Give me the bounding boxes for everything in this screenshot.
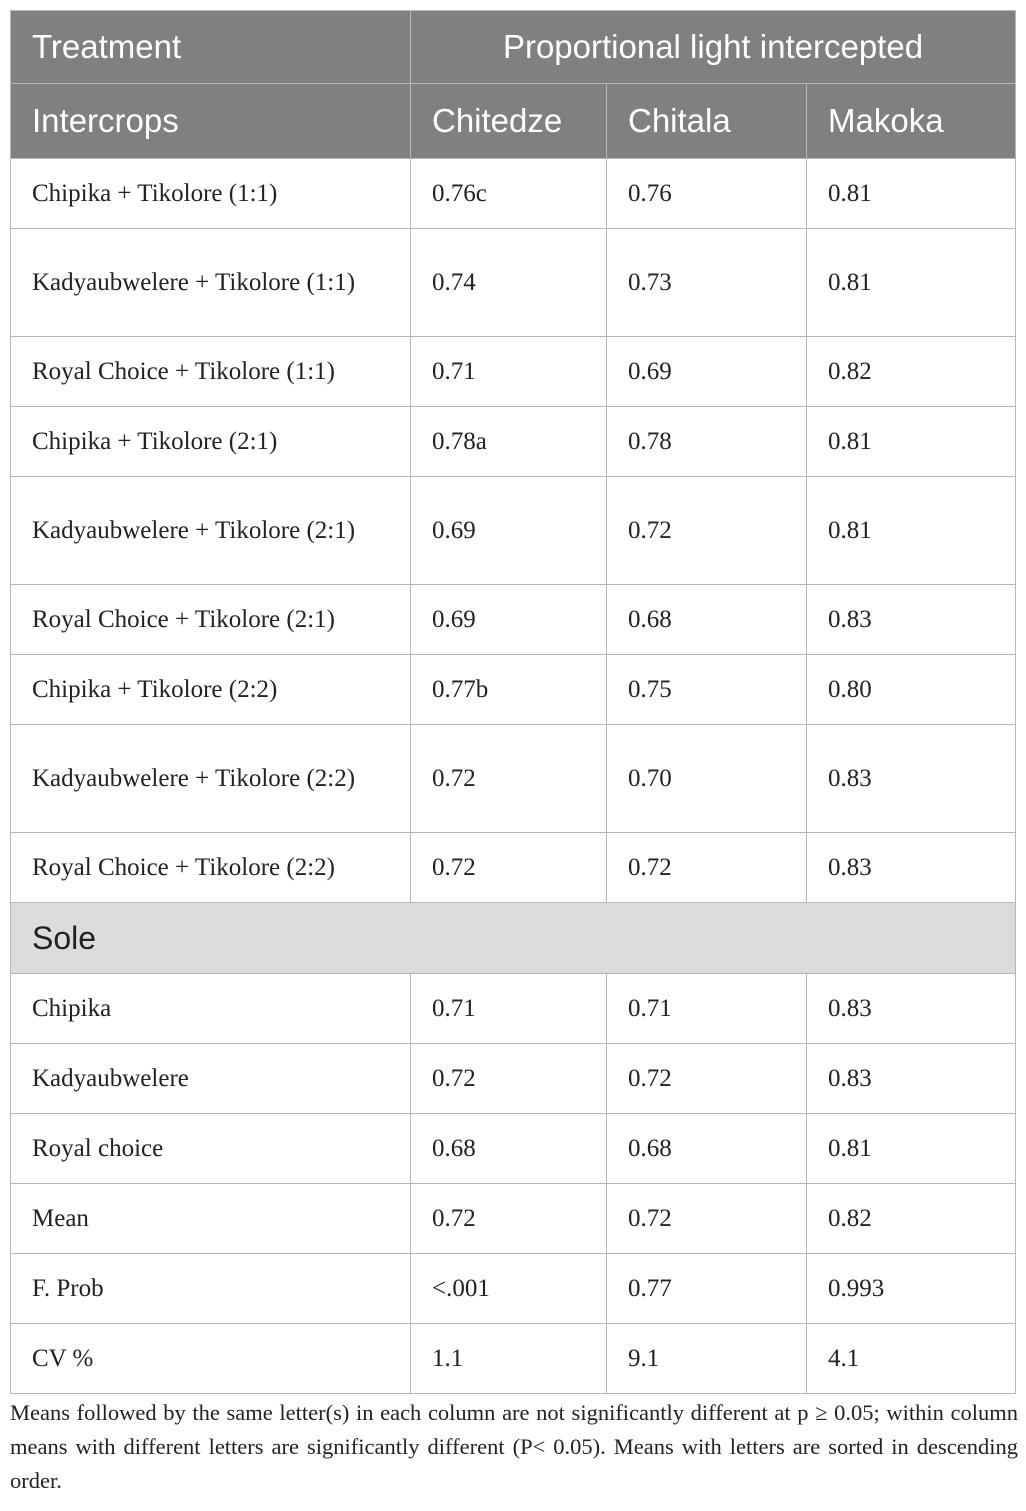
chitedze-cell: <.001	[411, 1254, 607, 1324]
header-chitedze: Chitedze	[411, 84, 607, 159]
table-row	[11, 1044, 1016, 1114]
table-row	[11, 1114, 1016, 1184]
treatment-cell: Royal choice	[11, 1114, 411, 1184]
table-row	[11, 655, 1016, 725]
table-row	[11, 974, 1016, 1044]
makoka-cell: 0.83	[807, 833, 1016, 903]
chitedze-cell: 0.68	[411, 1114, 607, 1184]
treatment-cell: Kadyaubwelere	[11, 1044, 411, 1114]
chitala-cell: 0.73	[607, 229, 807, 337]
chitedze-cell: 0.69	[411, 585, 607, 655]
chitedze-cell: 0.72	[411, 1044, 607, 1114]
treatment-cell: Kadyaubwelere + Tikolore (2:2)	[11, 725, 411, 833]
makoka-cell: 0.83	[807, 725, 1016, 833]
table-row	[11, 1324, 1016, 1394]
chitala-cell: 0.72	[607, 833, 807, 903]
table-row	[11, 725, 1016, 833]
table-row	[11, 1254, 1016, 1324]
chitala-cell: 0.77	[607, 1254, 807, 1324]
header-intercrops: Intercrops	[11, 84, 411, 159]
chitala-cell: 0.71	[607, 974, 807, 1044]
chitala-cell: 0.72	[607, 1184, 807, 1254]
makoka-cell: 0.993	[807, 1254, 1016, 1324]
chitala-cell: 0.76	[607, 159, 807, 229]
table-footnote: Means followed by the same letter(s) in each column are not significantly different at p ≥ 0.05; within column means with different letters are significantly different (P< 0.05). Means with letters are sorted in descending order.	[10, 1400, 1018, 1493]
treatment-cell: Royal Choice + Tikolore (2:2)	[11, 833, 411, 903]
makoka-cell: 4.1	[807, 1324, 1016, 1394]
table-row	[11, 477, 1016, 585]
header-row-1	[11, 11, 1016, 84]
chitedze-cell: 0.71	[411, 974, 607, 1044]
makoka-cell: 0.81	[807, 407, 1016, 477]
table-row	[11, 407, 1016, 477]
table-row	[11, 229, 1016, 337]
table-row	[11, 337, 1016, 407]
table-row	[11, 833, 1016, 903]
chitedze-cell: 0.76c	[411, 159, 607, 229]
chitedze-cell: 0.78a	[411, 407, 607, 477]
makoka-cell: 0.82	[807, 337, 1016, 407]
chitala-cell: 0.68	[607, 585, 807, 655]
chitedze-cell: 0.72	[411, 1184, 607, 1254]
section-row-sole	[11, 903, 1016, 974]
light-interception-table	[10, 10, 1016, 1394]
treatment-cell: Chipika + Tikolore (2:1)	[11, 407, 411, 477]
makoka-cell: 0.80	[807, 655, 1016, 725]
makoka-cell: 0.81	[807, 477, 1016, 585]
chitedze-cell: 1.1	[411, 1324, 607, 1394]
chitedze-cell: 0.72	[411, 833, 607, 903]
chitala-cell: 9.1	[607, 1324, 807, 1394]
chitala-cell: 0.72	[607, 477, 807, 585]
makoka-cell: 0.81	[807, 229, 1016, 337]
chitala-cell: 0.68	[607, 1114, 807, 1184]
header-chitala: Chitala	[607, 84, 807, 159]
table-row	[11, 585, 1016, 655]
chitedze-cell: 0.71	[411, 337, 607, 407]
treatment-cell: Mean	[11, 1184, 411, 1254]
makoka-cell: 0.83	[807, 974, 1016, 1044]
chitedze-cell: 0.77b	[411, 655, 607, 725]
treatment-cell: Chipika	[11, 974, 411, 1044]
treatment-cell: Royal Choice + Tikolore (1:1)	[11, 337, 411, 407]
treatment-cell: CV %	[11, 1324, 411, 1394]
header-makoka: Makoka	[807, 84, 1016, 159]
chitala-cell: 0.78	[607, 407, 807, 477]
header-proportional-light: Proportional light intercepted	[411, 11, 1016, 84]
makoka-cell: 0.82	[807, 1184, 1016, 1254]
treatment-cell: Kadyaubwelere + Tikolore (1:1)	[11, 229, 411, 337]
chitedze-cell: 0.72	[411, 725, 607, 833]
chitedze-cell: 0.74	[411, 229, 607, 337]
treatment-cell: Kadyaubwelere + Tikolore (2:1)	[11, 477, 411, 585]
makoka-cell: 0.83	[807, 1044, 1016, 1114]
table-row	[11, 1184, 1016, 1254]
chitala-cell: 0.70	[607, 725, 807, 833]
header-treatment: Treatment	[11, 11, 411, 84]
makoka-cell: 0.81	[807, 159, 1016, 229]
treatment-cell: Chipika + Tikolore (2:2)	[11, 655, 411, 725]
chitala-cell: 0.69	[607, 337, 807, 407]
chitala-cell: 0.75	[607, 655, 807, 725]
makoka-cell: 0.81	[807, 1114, 1016, 1184]
treatment-cell: Royal Choice + Tikolore (2:1)	[11, 585, 411, 655]
makoka-cell: 0.83	[807, 585, 1016, 655]
section-label-sole: Sole	[11, 903, 1016, 974]
chitedze-cell: 0.69	[411, 477, 607, 585]
treatment-cell: F. Prob	[11, 1254, 411, 1324]
table-row	[11, 159, 1016, 229]
header-row-2	[11, 84, 1016, 159]
treatment-cell: Chipika + Tikolore (1:1)	[11, 159, 411, 229]
chitala-cell: 0.72	[607, 1044, 807, 1114]
